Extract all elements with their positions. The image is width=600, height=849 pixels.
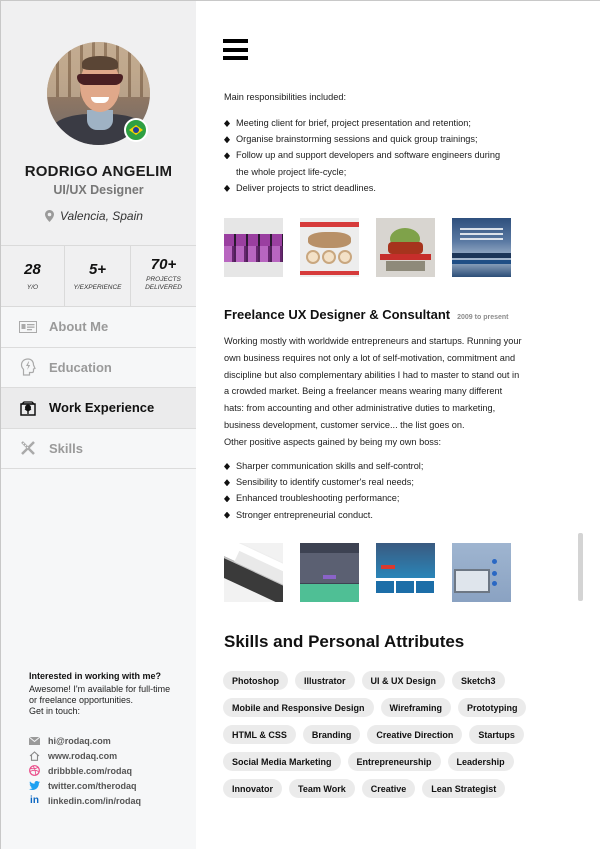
contact-text-line: or freelance opportunities. <box>29 695 134 705</box>
dribbble-icon <box>29 765 40 776</box>
skill-chip[interactable]: Entrepreneurship <box>348 752 441 771</box>
portfolio-thumbnail[interactable] <box>300 218 359 277</box>
avatar-container <box>47 42 150 145</box>
list-item-text: the whole project life-cycle; <box>236 166 347 177</box>
skill-chip[interactable]: Social Media Marketing <box>223 752 341 771</box>
stat-value: 70+ <box>150 256 177 273</box>
skill-chip[interactable]: Creative Direction <box>367 725 462 744</box>
contact-link-text: hi@rodaq.com <box>48 735 111 746</box>
id-card-icon <box>19 318 37 336</box>
skill-chip[interactable]: Lean Strategist <box>422 779 505 798</box>
twitter-icon <box>29 780 40 791</box>
stat-label <box>145 276 182 292</box>
contact-link-text: twitter.com/therodaq <box>48 780 137 791</box>
stat-label: Y/EXPERIENCE <box>73 283 122 291</box>
list-item: Meeting client for brief, project presentation and retention; <box>223 115 500 131</box>
sidebar-item-skills[interactable] <box>1 429 196 470</box>
contact-link-linkedin[interactable] <box>29 793 189 808</box>
stat-label-line: PROJECTS <box>146 276 181 283</box>
location-text: Valencia, Spain <box>60 209 143 223</box>
stat-label: Y/O <box>26 283 39 291</box>
sidebar-item-label: About Me <box>49 319 109 335</box>
contact-links <box>29 733 189 808</box>
portfolio-thumbnails-1 <box>224 218 511 277</box>
paragraph-line: Working mostly with worldwide entrepreneurs and startups. Running your <box>224 336 522 346</box>
list-item: Stronger entrepreneurial conduct. <box>223 507 423 523</box>
skill-chip[interactable]: UI & UX Design <box>362 671 446 690</box>
skill-row <box>223 698 563 717</box>
portfolio-thumbnail[interactable] <box>224 218 283 277</box>
sidebar-item-label: Work Experience <box>49 400 155 416</box>
map-pin-icon <box>45 210 54 222</box>
tree-box-icon <box>19 399 37 417</box>
list-item: Organise brainstorming sessions and quick group trainings; <box>223 131 500 147</box>
portfolio-thumbnail[interactable] <box>376 218 435 277</box>
contact-link-text: dribbble.com/rodaq <box>48 765 133 776</box>
portfolio-thumbnail[interactable] <box>224 543 283 602</box>
skill-chip[interactable]: Wireframing <box>381 698 451 717</box>
contact-text-line: Awesome! I'm available for full-time <box>29 684 171 694</box>
paragraph-line: hats: from accounting and other administrative duties to marketing, <box>224 403 496 414</box>
list-item: Sensibility to identify customer's real needs; <box>223 474 423 490</box>
skill-chip[interactable]: Team Work <box>289 779 355 798</box>
skill-row <box>223 779 563 798</box>
stats-bar <box>1 245 196 307</box>
stat-experience <box>65 246 131 306</box>
sidebar-item-about-me[interactable] <box>1 307 196 348</box>
job-dates: 2009 to present <box>457 314 509 321</box>
home-icon <box>29 750 40 761</box>
contact-text-line: Get in touch: <box>29 706 81 716</box>
main-content <box>196 1 600 849</box>
contact-text <box>29 684 189 717</box>
mail-icon <box>29 735 40 746</box>
skill-row <box>223 671 563 690</box>
contact-link-website[interactable] <box>29 748 189 763</box>
skill-chip[interactable]: Sketch3 <box>452 671 505 690</box>
list-item <box>223 147 500 179</box>
skills-section-title: Skills and Personal Attributes <box>224 632 465 651</box>
skill-chip[interactable]: Prototyping <box>458 698 527 717</box>
list-item: Sharper communication skills and self-control; <box>223 458 423 474</box>
list-item: Deliver projects to strict deadlines. <box>223 180 500 196</box>
skill-row <box>223 725 563 744</box>
sidebar-item-work-experience[interactable] <box>1 388 196 429</box>
linkedin-icon: in <box>30 795 39 806</box>
contact-link-text: www.rodaq.com <box>48 750 118 761</box>
profile-role: UI/UX Designer <box>53 183 144 197</box>
profile-location <box>45 209 143 223</box>
skill-chip[interactable]: Innovator <box>223 779 282 798</box>
job-description <box>224 333 522 434</box>
job-title: Freelance UX Designer & Consultant <box>224 307 451 322</box>
portfolio-thumbnail[interactable] <box>376 543 435 602</box>
skill-row <box>223 752 563 771</box>
list-item-text: Follow up and support developers and software engineers during <box>236 150 501 161</box>
stat-label-line: DELIVERED <box>145 284 182 291</box>
contact-link-dribbble[interactable] <box>29 763 189 778</box>
skill-chip[interactable]: HTML & CSS <box>223 725 296 744</box>
head-lightning-icon <box>19 358 37 376</box>
portfolio-thumbnails-2 <box>224 543 511 602</box>
stat-age <box>1 246 65 306</box>
contact-title: Interested in working with me? <box>29 671 162 681</box>
aspects-intro: Other positive aspects gained by being my own boss: <box>224 437 442 447</box>
skill-chip[interactable]: Mobile and Responsive Design <box>223 698 374 717</box>
skill-chip[interactable]: Illustrator <box>295 671 355 690</box>
stat-projects <box>131 246 196 306</box>
skill-chip[interactable]: Branding <box>303 725 361 744</box>
hamburger-menu-icon[interactable] <box>223 39 248 60</box>
portfolio-thumbnail[interactable] <box>452 218 511 277</box>
profile-name: RODRIGO ANGELIM <box>24 163 173 180</box>
skill-chip[interactable]: Photoshop <box>223 671 288 690</box>
pencil-ruler-icon <box>19 439 37 457</box>
sidebar-nav <box>1 307 196 469</box>
paragraph-line: discipline but also complementary abilities I had to master to stand out in <box>224 369 520 380</box>
scrollbar-thumb[interactable] <box>578 533 583 601</box>
sidebar-item-label: Skills <box>49 440 83 456</box>
stat-value: 5+ <box>88 260 107 278</box>
skill-chip[interactable]: Leadership <box>448 752 514 771</box>
stat-value: 28 <box>24 260 41 278</box>
skill-chip[interactable]: Creative <box>362 779 416 798</box>
list-item: Enhanced troubleshooting performance; <box>223 490 423 506</box>
contact-link-twitter[interactable] <box>29 778 189 793</box>
paragraph-line: business development, customer service... the list goes on. <box>224 419 465 430</box>
job-heading <box>224 307 508 322</box>
paragraph-line: own business requires not only a lot of self-motivation, commitment and <box>224 352 516 363</box>
portfolio-thumbnail[interactable] <box>452 543 511 602</box>
skills-chips <box>223 671 563 806</box>
brazil-flag-icon <box>124 118 148 142</box>
sidebar-item-label: Education <box>49 359 112 375</box>
contact-link-email[interactable] <box>29 733 189 748</box>
portfolio-thumbnail[interactable] <box>300 543 359 602</box>
skill-chip[interactable]: Startups <box>469 725 524 744</box>
paragraph-line: a crowded market. Being a freelancer means wearing many different <box>224 386 503 397</box>
aspects-list <box>223 458 423 523</box>
sidebar <box>1 1 196 849</box>
contact-link-text: linkedin.com/in/rodaq <box>48 795 142 806</box>
sidebar-item-education[interactable] <box>1 348 196 389</box>
contact-section <box>29 671 189 808</box>
responsibilities-list <box>223 115 500 196</box>
responsibilities-intro: Main responsibilities included: <box>224 92 347 102</box>
